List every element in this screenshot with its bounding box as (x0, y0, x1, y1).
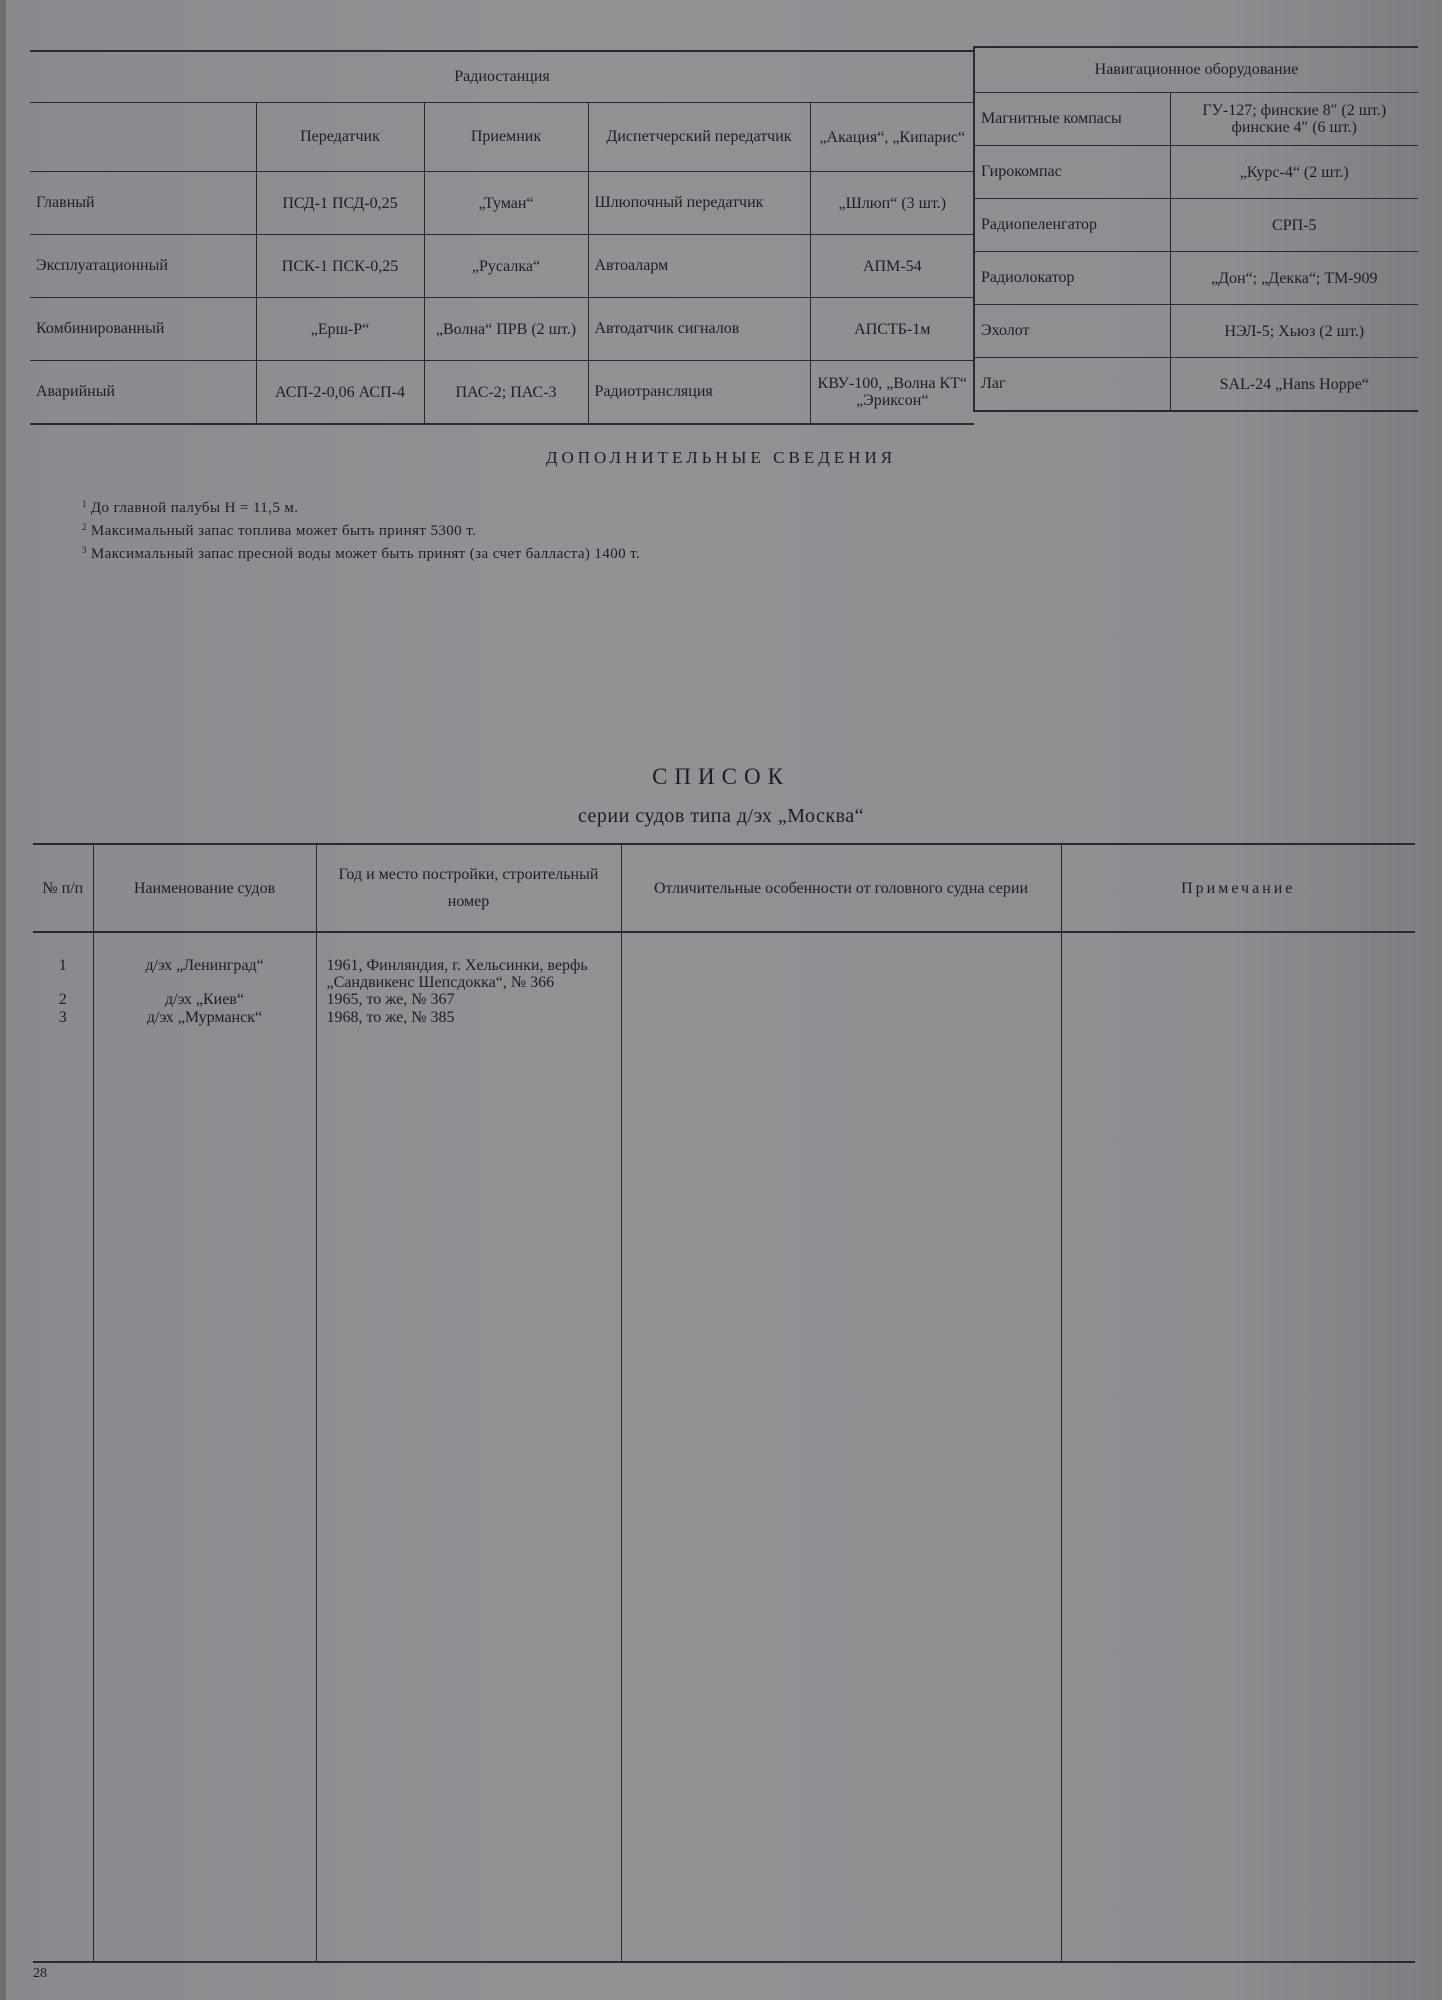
ship-name: д/эх „Мурманск“ (93, 1009, 316, 1962)
ship-note (1061, 1009, 1415, 1962)
navigation-item: Эхолот (974, 305, 1170, 358)
header-year-place: Год и место постройки, строительный номер (316, 844, 621, 932)
footnote-mark: 3 (82, 545, 87, 555)
footnote-mark: 1 (82, 499, 87, 509)
navigation-item: Гирокомпас (974, 146, 1170, 199)
radio-row (30, 298, 974, 361)
radio-type: Главный (30, 172, 256, 235)
list-title: СПИСОК (652, 764, 790, 789)
radio-equipment-label: Шлюпочный передатчик (588, 172, 810, 235)
footnote (82, 541, 640, 564)
ship-features (621, 1009, 1061, 1962)
ship-features (621, 991, 1061, 1009)
navigation-item: Радиолокатор (974, 252, 1170, 305)
radio-equipment-value: КВУ-100, „Волна КТ“ „Эриксон“ (810, 361, 974, 425)
table-row (33, 991, 1415, 1009)
navigation-row (974, 252, 1418, 305)
navigation-equipment-table (973, 46, 1418, 412)
table-row (33, 932, 1415, 991)
radio-header-transmitter: Передатчик (256, 103, 424, 172)
radio-row (30, 172, 974, 235)
ship-number: 2 (58, 991, 67, 1008)
ship-number: 1 (58, 957, 67, 974)
navigation-row (974, 199, 1418, 252)
radio-station-table (30, 50, 974, 425)
radio-equipment-label: Радиотрансляция (588, 361, 810, 425)
navigation-value: „Курс-4“ (2 шт.) (1170, 146, 1418, 199)
ship-year-place: 1961, Финляндия, г. Хельсинки, верфь „Сандвикенс Шепсдокка“, № 366 (316, 932, 621, 991)
footnote (82, 495, 640, 518)
navigation-value: НЭЛ-5; Хьюз (2 шт.) (1170, 305, 1418, 358)
radio-equipment-label: Автоаларм (588, 235, 810, 298)
radio-equipment-value: АПСТБ-1м (810, 298, 974, 361)
radio-receiver: „Волна“ ПРВ (2 шт.) (424, 298, 588, 361)
navigation-value: SAL-24 „Hans Hoppe“ (1170, 358, 1418, 412)
radio-type: Эксплуатационный (30, 235, 256, 298)
radio-header-empty (30, 103, 256, 172)
navigation-value: „Дон“; „Декка“; ТМ-909 (1170, 252, 1418, 305)
radio-equipment-value: АПМ-54 (810, 235, 974, 298)
ship-features (621, 932, 1061, 991)
table-row (33, 1009, 1415, 1962)
navigation-caption: Навигационное оборудование (974, 47, 1418, 93)
radio-equipment-value: „Шлюп“ (3 шт.) (810, 172, 974, 235)
footnote-text: До главной палубы H = 11,5 м. (90, 500, 299, 516)
page-number: 28 (33, 1966, 47, 1981)
additional-info-title: ДОПОЛНИТЕЛЬНЫЕ СВЕДЕНИЯ (545, 448, 897, 467)
radio-type: Комбинированный (30, 298, 256, 361)
navigation-value: СРП-5 (1170, 199, 1418, 252)
footnote-text: Максимальный запас пресной воды может быть принят (за счет балласта) 1400 т. (90, 546, 641, 562)
ship-name: д/эх „Киев“ (93, 991, 316, 1009)
radio-header-akatsiya: „Акация“, „Кипарис“ (810, 103, 974, 172)
header-number: № п/п (33, 844, 93, 932)
list-subtitle: серии судов типа д/эх „Москва“ (577, 805, 865, 827)
header-note: Примечание (1061, 844, 1415, 932)
radio-header-receiver: Приемник (424, 103, 588, 172)
radio-row (30, 361, 974, 425)
header-ship-name: Наименование судов (93, 844, 316, 932)
radio-equipment-label: Автодатчик сигналов (588, 298, 810, 361)
navigation-row (974, 93, 1418, 146)
footnote (82, 518, 640, 541)
radio-receiver: „Туман“ (424, 172, 588, 235)
radio-station-caption: Радиостанция (30, 51, 974, 103)
radio-row (30, 235, 974, 298)
header-features: Отличительные особенности от головного судна серии (621, 844, 1061, 932)
navigation-row (974, 358, 1418, 412)
ship-name: д/эх „Ленинград“ (93, 932, 316, 991)
radio-receiver: „Русалка“ (424, 235, 588, 298)
radio-type: Аварийный (30, 361, 256, 425)
footnotes (82, 495, 640, 564)
navigation-row (974, 305, 1418, 358)
navigation-item: Радиопеленгатор (974, 199, 1170, 252)
radio-header-dispatch: Диспетчерский передатчик (588, 103, 810, 172)
navigation-row (974, 146, 1418, 199)
navigation-value: ГУ-127; финские 8″ (2 шт.) финские 4″ (6 шт.) (1170, 93, 1418, 146)
navigation-item: Магнитные компасы (974, 93, 1170, 146)
ship-year-place: 1968, то же, № 385 (316, 1009, 621, 1962)
ship-note (1061, 932, 1415, 991)
footnote-text: Максимальный запас топлива может быть принят 5300 т. (90, 523, 477, 539)
ship-note (1061, 991, 1415, 1009)
radio-transmitter: АСП-2-0,06 АСП-4 (256, 361, 424, 425)
radio-transmitter: ПСД-1 ПСД-0,25 (256, 172, 424, 235)
navigation-item: Лаг (974, 358, 1170, 412)
radio-receiver: ПАС-2; ПАС-3 (424, 361, 588, 425)
footnote-mark: 2 (82, 522, 87, 532)
radio-transmitter: ПСК-1 ПСК-0,25 (256, 235, 424, 298)
ship-year-place: 1965, то же, № 367 (316, 991, 621, 1009)
radio-transmitter: „Ерш-Р“ (256, 298, 424, 361)
ship-number: 3 (33, 1009, 93, 1962)
ship-series-table (33, 843, 1415, 1963)
